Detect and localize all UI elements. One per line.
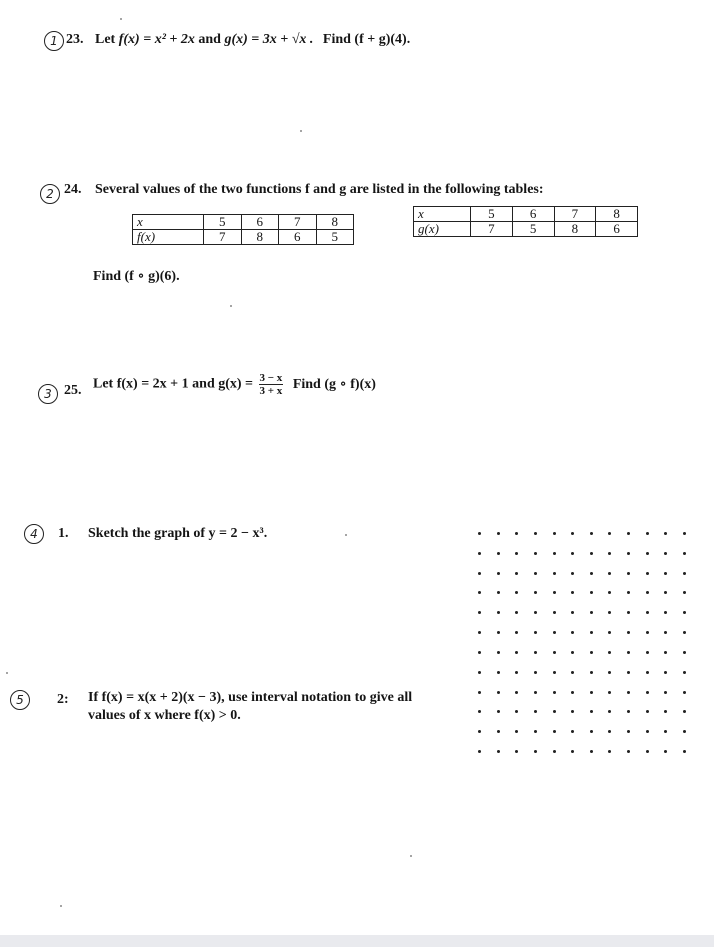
grid-dot: [534, 710, 537, 713]
question-25-text: [93, 372, 376, 397]
question-marker-3: 3: [38, 384, 58, 404]
grid-dot: [553, 631, 556, 634]
grid-dot: [608, 730, 611, 733]
grid-dot: [571, 631, 574, 634]
grid-dot: [478, 532, 481, 535]
grid-dot: [590, 671, 593, 674]
grid-dot: [497, 552, 500, 555]
grid-dot: [683, 710, 686, 713]
question-number-2: 2:: [57, 692, 69, 707]
grid-dot: [664, 671, 667, 674]
grid-dot: [497, 591, 500, 594]
grid-dot: [534, 671, 537, 674]
g-fraction: [259, 372, 284, 397]
grid-dot: [497, 730, 500, 733]
f-table-x: 7: [279, 215, 317, 230]
grid-dot: [515, 611, 518, 614]
grid-dot: [608, 631, 611, 634]
grid-dot: [627, 611, 630, 614]
grid-dot: [515, 671, 518, 674]
grid-dot: [497, 631, 500, 634]
grid-dot: [553, 651, 556, 654]
grid-dot: [627, 572, 630, 575]
grid-dot: [664, 552, 667, 555]
f-table-y: 7: [204, 230, 242, 245]
grid-dot: [608, 671, 611, 674]
grid-dot: [664, 591, 667, 594]
question-2-line1: If f(x) = x(x + 2)(x − 3), use interval notation to give all: [88, 690, 413, 705]
dot-grid[interactable]: [478, 520, 688, 750]
g-table-x: 6: [512, 207, 554, 222]
grid-dot: [534, 591, 537, 594]
g-fraction-numerator: 3 − x: [259, 372, 283, 384]
grid-dot: [590, 651, 593, 654]
grid-dot: [664, 710, 667, 713]
grid-dot: [515, 691, 518, 694]
grid-dot: [627, 691, 630, 694]
grid-dot: [515, 572, 518, 575]
q23-g-label: g(x): [224, 32, 248, 47]
grid-dot: [515, 591, 518, 594]
grid-dot: [590, 591, 593, 594]
grid-dot: [571, 671, 574, 674]
question-2-line2: values of x where f(x) > 0.: [88, 708, 241, 723]
grid-dot: [683, 591, 686, 594]
grid-dot: [646, 552, 649, 555]
grid-dot: [664, 691, 667, 694]
grid-dot: [627, 591, 630, 594]
grid-dot: [571, 730, 574, 733]
grid-dot: [627, 750, 630, 753]
question-24-text: Several values of the two functions f and g are listed in the following tables:: [95, 182, 544, 197]
grid-dot: [608, 611, 611, 614]
grid-dot: [608, 710, 611, 713]
grid-dot: [683, 750, 686, 753]
grid-dot: [646, 691, 649, 694]
grid-dot: [553, 750, 556, 753]
grid-dot: [515, 730, 518, 733]
grid-dot: [683, 671, 686, 674]
grid-dot: [590, 730, 593, 733]
f-table-x: 6: [241, 215, 279, 230]
grid-dot: [590, 691, 593, 694]
grid-dot: [534, 631, 537, 634]
g-table-x: 7: [554, 207, 596, 222]
grid-dot: [590, 552, 593, 555]
grid-dot: [664, 611, 667, 614]
grid-dot: [608, 750, 611, 753]
g-table-y: 8: [554, 222, 596, 237]
grid-dot: [515, 552, 518, 555]
g-table-x: 8: [596, 207, 638, 222]
q23-task: Find (f + g)(4).: [322, 32, 411, 47]
grid-dot: [571, 572, 574, 575]
grid-dot: [608, 532, 611, 535]
grid-dot: [478, 631, 481, 634]
grid-dot: [478, 691, 481, 694]
question-number-1: 1.: [58, 526, 69, 541]
grid-dot: [627, 671, 630, 674]
grid-dot: [534, 750, 537, 753]
grid-dot: [478, 671, 481, 674]
g-table-header: x: [414, 207, 471, 222]
grid-dot: [683, 532, 686, 535]
q23-f-label: f(x): [118, 32, 140, 47]
grid-dot: [627, 710, 630, 713]
grid-dot: [534, 651, 537, 654]
grid-dot: [664, 532, 667, 535]
grid-dot: [608, 572, 611, 575]
grid-dot: [571, 552, 574, 555]
grid-dot: [571, 691, 574, 694]
question-marker-5: 5: [10, 690, 30, 710]
grid-dot: [497, 572, 500, 575]
q25-task: Find (g ∘ f)(x): [292, 377, 376, 392]
grid-dot: [515, 710, 518, 713]
grid-dot: [646, 651, 649, 654]
grid-dot: [553, 532, 556, 535]
g-table-y: 7: [471, 222, 513, 237]
grid-dot: [627, 552, 630, 555]
question-marker-2: 2: [40, 184, 60, 204]
grid-dot: [590, 572, 593, 575]
grid-dot: [664, 572, 667, 575]
grid-dot: [646, 611, 649, 614]
f-table-header: x: [133, 215, 204, 230]
grid-dot: [683, 572, 686, 575]
grid-dot: [515, 750, 518, 753]
grid-dot: [683, 730, 686, 733]
grid-dot: [478, 611, 481, 614]
g-fraction-denominator: 3 + x: [259, 385, 283, 397]
grid-dot: [664, 651, 667, 654]
grid-dot: [646, 572, 649, 575]
f-table-x: 5: [204, 215, 242, 230]
scan-speck: [410, 855, 412, 857]
grid-dot: [571, 611, 574, 614]
grid-dot: [683, 631, 686, 634]
grid-dot: [497, 651, 500, 654]
question-marker-4: 4: [24, 524, 44, 544]
grid-dot: [683, 691, 686, 694]
grid-dot: [571, 591, 574, 594]
grid-dot: [571, 651, 574, 654]
grid-dot: [571, 710, 574, 713]
grid-dot: [553, 572, 556, 575]
grid-dot: [553, 552, 556, 555]
grid-dot: [590, 532, 593, 535]
scan-speck: [230, 305, 232, 307]
grid-dot: [553, 710, 556, 713]
grid-dot: [497, 532, 500, 535]
q23-lead: Let: [95, 32, 119, 47]
scan-speck: [120, 18, 122, 20]
grid-dot: [553, 730, 556, 733]
f-table-y: 8: [241, 230, 279, 245]
q23-g-expr: = 3x + √x .: [247, 32, 314, 47]
question-1-text: Sketch the graph of y = 2 − x³.: [88, 526, 268, 541]
q25-lead: Let f(x) = 2x + 1 and g(x) =: [93, 376, 254, 392]
grid-dot: [478, 750, 481, 753]
g-table-y: 5: [512, 222, 554, 237]
grid-dot: [646, 631, 649, 634]
question-marker-1: 1: [44, 31, 64, 51]
question-number-24: 24.: [64, 182, 82, 197]
grid-dot: [497, 750, 500, 753]
grid-dot: [646, 671, 649, 674]
grid-dot: [608, 691, 611, 694]
grid-dot: [515, 532, 518, 535]
grid-dot: [478, 730, 481, 733]
grid-dot: [515, 651, 518, 654]
grid-dot: [553, 671, 556, 674]
grid-dot: [683, 651, 686, 654]
g-table-x: 5: [471, 207, 513, 222]
grid-dot: [497, 710, 500, 713]
question-23-text: [95, 32, 410, 48]
f-table-row-label: f(x): [133, 230, 204, 245]
grid-dot: [608, 591, 611, 594]
grid-dot: [553, 591, 556, 594]
grid-dot: [627, 631, 630, 634]
grid-dot: [646, 710, 649, 713]
grid-dot: [590, 710, 593, 713]
grid-dot: [497, 611, 500, 614]
grid-dot: [478, 591, 481, 594]
grid-dot: [646, 730, 649, 733]
grid-dot: [497, 671, 500, 674]
f-table-y: 5: [316, 230, 354, 245]
g-values-table: [413, 206, 638, 237]
grid-dot: [534, 572, 537, 575]
grid-dot: [664, 750, 667, 753]
grid-dot: [590, 611, 593, 614]
grid-dot: [478, 710, 481, 713]
q23-f-expr: = x² + 2x: [139, 32, 195, 47]
grid-dot: [478, 572, 481, 575]
grid-dot: [553, 611, 556, 614]
grid-dot: [590, 750, 593, 753]
question-number-25: 25.: [64, 383, 82, 398]
grid-dot: [497, 691, 500, 694]
f-table-x: 8: [316, 215, 354, 230]
grid-dot: [515, 631, 518, 634]
grid-dot: [664, 730, 667, 733]
grid-dot: [534, 691, 537, 694]
question-24-task: Find (f ∘ g)(6).: [93, 269, 180, 284]
grid-dot: [664, 631, 667, 634]
grid-dot: [478, 552, 481, 555]
f-table-y: 6: [279, 230, 317, 245]
g-table-y: 6: [596, 222, 638, 237]
grid-dot: [534, 532, 537, 535]
grid-dot: [608, 552, 611, 555]
scan-speck: [6, 672, 8, 674]
grid-dot: [646, 750, 649, 753]
grid-dot: [627, 532, 630, 535]
grid-dot: [590, 631, 593, 634]
grid-dot: [627, 651, 630, 654]
q23-mid: and: [194, 32, 225, 47]
question-number-23: 23.: [66, 32, 84, 47]
grid-dot: [478, 651, 481, 654]
scan-speck: [345, 534, 347, 536]
grid-dot: [608, 651, 611, 654]
grid-dot: [553, 691, 556, 694]
grid-dot: [534, 730, 537, 733]
scan-speck: [300, 130, 302, 132]
grid-dot: [627, 730, 630, 733]
grid-dot: [646, 532, 649, 535]
grid-dot: [646, 591, 649, 594]
grid-dot: [683, 611, 686, 614]
grid-dot: [571, 750, 574, 753]
g-table-row-label: g(x): [414, 222, 471, 237]
grid-dot: [571, 532, 574, 535]
grid-dot: [683, 552, 686, 555]
grid-dot: [534, 552, 537, 555]
grid-dot: [534, 611, 537, 614]
scan-speck: [60, 905, 62, 907]
f-values-table: [132, 214, 354, 245]
